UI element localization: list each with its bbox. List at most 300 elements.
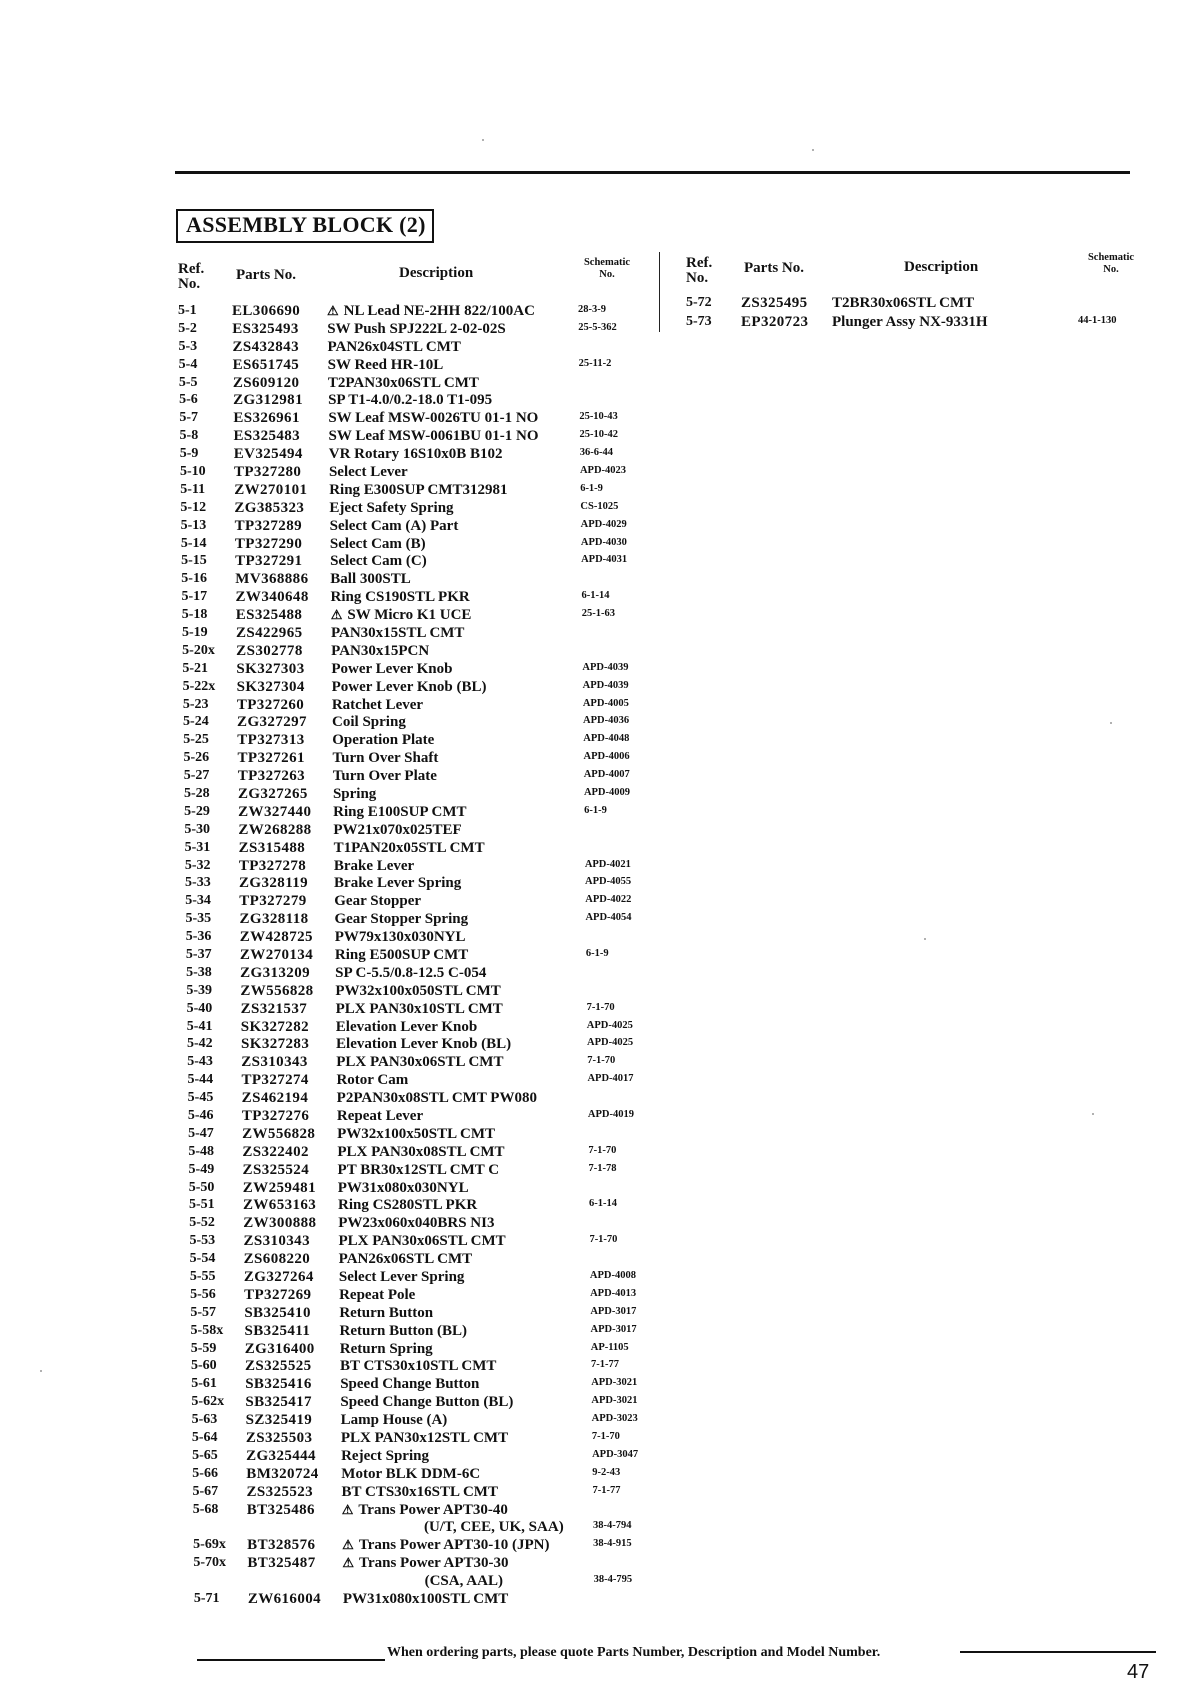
ref-no: 5-42 (187, 1036, 213, 1052)
description: PAN30x15PCN (331, 642, 430, 659)
description: Speed Change Button (340, 1376, 480, 1393)
parts-row (193, 1483, 663, 1501)
schematic-no: 7-1-70 (587, 1055, 616, 1067)
parts-no: ZG328119 (239, 875, 309, 892)
ref-no: 5-43 (187, 1054, 213, 1070)
description: Select Cam (A) Part (329, 517, 459, 534)
warning-triangle-icon: ⚠ (342, 1555, 355, 1571)
ref-no: 5-52 (189, 1215, 215, 1231)
parts-no: ZS325495 (741, 295, 808, 311)
ref-no: 5-30 (184, 821, 211, 837)
schematic-no: 7-1-77 (592, 1484, 621, 1496)
ref-no: 5-55 (189, 1269, 216, 1284)
description: Power Lever Knob (331, 660, 453, 677)
ref-no: 5-63 (191, 1412, 218, 1428)
ref-no: 5-58x (190, 1322, 224, 1338)
parts-no: EL306690 (232, 303, 301, 319)
ref-no: 5-3 (178, 338, 198, 354)
parts-row (193, 1501, 663, 1519)
schematic-no: APD-4039 (582, 679, 629, 691)
parts-no: ZS325523 (246, 1483, 314, 1500)
schematic-no: 38-4-794 (592, 1520, 632, 1532)
parts-no: ZS609120 (232, 374, 300, 391)
description: PW79x130x030NYL (334, 929, 466, 946)
schematic-no: APD-3017 (590, 1323, 637, 1335)
ref-no: 5-9 (179, 446, 199, 462)
parts-row (189, 1196, 659, 1214)
ref-no: 5-34 (185, 893, 211, 909)
parts-row (187, 1035, 657, 1053)
parts-no: ZW428725 (239, 929, 313, 946)
header-ref-no-right: No. (686, 270, 709, 286)
ref-no: 5-12 (180, 499, 207, 515)
description: (CSA, AAL) (424, 1573, 503, 1590)
description: PW31x080x100STL CMT (342, 1591, 509, 1607)
parts-no: ES326961 (233, 410, 300, 427)
description: Reject Spring (341, 1447, 429, 1464)
footer-note: When ordering parts, please quote Parts Number, Description and Model Number. (387, 1645, 881, 1660)
parts-row (184, 821, 654, 839)
description: BT CTS30x10STL CMT (339, 1358, 497, 1375)
parts-row (192, 1447, 662, 1465)
parts-no: ZG313209 (240, 964, 310, 981)
parts-row (179, 391, 649, 409)
description: Elevation Lever Knob (BL) (336, 1036, 512, 1053)
parts-no: TP327263 (237, 768, 306, 785)
parts-row (193, 1554, 663, 1572)
parts-no: SK327303 (236, 660, 305, 677)
description: Repeat Pole (339, 1286, 416, 1303)
parts-row (183, 678, 653, 696)
parts-no: TP327289 (234, 517, 302, 534)
parts-row (184, 767, 654, 785)
description: ⚠ Trans Power APT30-40 (341, 1501, 508, 1518)
description: ⚠ Trans Power APT30-30 (342, 1555, 509, 1572)
ref-no: 5-60 (190, 1358, 217, 1374)
ref-no: 5-7 (179, 410, 198, 426)
parts-row (191, 1322, 661, 1340)
ref-no: 5-18 (181, 607, 208, 623)
parts-no: ES651745 (232, 356, 300, 373)
parts-row (189, 1179, 659, 1197)
ref-no: 5-73 (686, 314, 712, 329)
parts-row (188, 1125, 658, 1143)
description: T1PAN20x05STL CMT (333, 839, 485, 856)
description: T2PAN30x06STL CMT (327, 374, 479, 391)
ref-no: 5-51 (189, 1197, 215, 1213)
parts-no: ES325493 (232, 320, 299, 337)
schematic-no: 25-10-43 (579, 411, 618, 423)
parts-no: ZS322402 (242, 1143, 309, 1160)
parts-row (187, 1053, 657, 1071)
description: Operation Plate (332, 732, 435, 749)
schematic-no: APD-4013 (590, 1287, 637, 1299)
ref-no: 5-24 (183, 714, 209, 730)
header-description-right: Description (904, 259, 979, 275)
parts-no: ZG327265 (237, 786, 308, 802)
description: VR Rotary 16S10x0B B102 (328, 446, 503, 463)
ref-no: 5-67 (192, 1483, 219, 1499)
warning-triangle-icon: ⚠ (341, 1501, 354, 1517)
parts-row (194, 1572, 664, 1590)
parts-row (189, 1161, 659, 1179)
description: Ring E500SUP CMT (334, 947, 469, 963)
description: Power Lever Knob (BL) (331, 678, 487, 695)
ref-no: 5-48 (188, 1143, 214, 1159)
description: PLX PAN30x10STL CMT (335, 1000, 503, 1017)
parts-no: ES325488 (235, 607, 303, 624)
parts-row (190, 1304, 660, 1322)
schematic-no: APD-4029 (580, 518, 627, 530)
ref-no: 5-69x (193, 1537, 226, 1553)
ref-no: 5-46 (187, 1108, 214, 1123)
description: SW Reed HR-10L (327, 356, 444, 373)
ref-no: 5-71 (193, 1591, 220, 1606)
parts-no: ZS432843 (232, 338, 299, 355)
parts-no: TP327291 (235, 553, 303, 570)
schematic-no: 25-1-63 (581, 608, 615, 620)
description: PLX PAN30x08STL CMT (337, 1143, 505, 1160)
description: Ball 300STL (330, 571, 411, 588)
ref-no: 5-16 (181, 571, 207, 587)
ref-no: 5-15 (181, 553, 207, 569)
schematic-no: APD-4009 (583, 787, 631, 798)
schematic-no: APD-4030 (580, 536, 627, 548)
parts-row (186, 982, 656, 1000)
schematic-no: APD-4006 (583, 751, 630, 763)
schematic-no: APD-3023 (591, 1413, 638, 1425)
ref-no: 5-32 (184, 857, 211, 873)
ref-no: 5-41 (186, 1018, 213, 1034)
parts-row (192, 1465, 662, 1483)
ref-no: 5-70x (193, 1555, 227, 1571)
parts-no: SZ325419 (245, 1412, 313, 1429)
schematic-no: APD-3047 (592, 1448, 639, 1460)
parts-no: TP327313 (237, 732, 305, 749)
ref-no: 5-62x (191, 1394, 225, 1410)
parts-row (183, 731, 653, 749)
parts-row (181, 517, 651, 535)
schematic-no: 44-1-130 (1078, 315, 1117, 326)
scan-speck (924, 938, 926, 940)
parts-no: ZG327297 (237, 714, 307, 731)
ref-no: 5-36 (185, 929, 212, 945)
schematic-no: APD-4023 (579, 465, 627, 476)
parts-no: TP327274 (241, 1072, 309, 1089)
description: PW32x100x50STL CMT (337, 1125, 496, 1142)
parts-row (191, 1340, 661, 1358)
ref-no: 5-2 (178, 320, 197, 336)
description: SW Leaf MSW-0026TU 01-1 NO (328, 410, 539, 427)
parts-no: ZW270134 (239, 947, 314, 963)
schematic-no: APD-3017 (590, 1305, 637, 1317)
parts-row (192, 1429, 662, 1447)
scan-speck (1110, 722, 1112, 724)
parts-row (191, 1375, 661, 1393)
ref-no: 5-19 (181, 625, 208, 640)
schematic-no: 6-1-9 (580, 482, 603, 494)
schematic-no: 28-3-9 (578, 304, 606, 315)
schematic-no: APD-3021 (591, 1395, 638, 1407)
parts-no: TP327278 (238, 857, 307, 874)
schematic-no: 9-2-43 (592, 1466, 621, 1478)
parts-no: TP327290 (234, 535, 303, 552)
schematic-no: APD-4021 (584, 858, 631, 870)
header-schematic-label: Schematic (583, 257, 631, 268)
header-ref-label: Ref. (178, 261, 205, 277)
parts-row (178, 338, 648, 356)
description: Gear Stopper Spring (334, 911, 469, 928)
schematic-no: APD-3021 (591, 1377, 638, 1389)
parts-no: BM320724 (246, 1465, 319, 1482)
ref-no: 5-23 (182, 696, 209, 712)
parts-row (190, 1268, 660, 1286)
page-title: ASSEMBLY BLOCK (2) (176, 209, 434, 243)
parts-row (182, 624, 652, 642)
parts-no: ZW268288 (238, 821, 312, 838)
description: Ring CS280STL PKR (338, 1197, 478, 1214)
schematic-no: APD-4039 (582, 661, 629, 673)
schematic-no: 25-5-362 (578, 321, 617, 333)
description: Brake Lever (333, 857, 415, 874)
description: SP C-5.5/0.8-12.5 C-054 (335, 964, 487, 981)
parts-no: ZG325444 (246, 1447, 316, 1464)
parts-row (180, 427, 650, 445)
ref-no: 5-37 (185, 947, 212, 962)
warning-triangle-icon: ⚠ (342, 1537, 354, 1553)
parts-no: MV368886 (235, 571, 309, 588)
description: Rotor Cam (336, 1072, 409, 1089)
footer-rule-left (197, 1659, 385, 1661)
description: Ring CS190STL PKR (330, 589, 470, 606)
parts-row (179, 374, 649, 392)
schematic-no: 6-1-14 (589, 1198, 617, 1210)
ref-no: 5-20x (182, 642, 215, 658)
description: Return Button (BL) (339, 1322, 468, 1339)
parts-row (185, 857, 655, 875)
parts-row (187, 1000, 657, 1018)
ref-no: 5-1 (178, 303, 197, 318)
ref-no: 5-10 (179, 464, 206, 479)
schematic-no: APD-4008 (589, 1270, 636, 1281)
schematic-no: APD-4005 (582, 697, 629, 709)
parts-no: ZS462194 (241, 1090, 309, 1107)
parts-row (184, 803, 654, 821)
parts-no: ZW300888 (243, 1215, 317, 1232)
description: Elevation Lever Knob (335, 1018, 478, 1035)
parts-row (181, 552, 651, 570)
description: PLX PAN30x06STL CMT (338, 1233, 506, 1250)
parts-row (189, 1214, 659, 1232)
description: P2PAN30x08STL CMT PW080 (336, 1090, 537, 1107)
schematic-no: 7-1-70 (588, 1144, 617, 1156)
description: SW Leaf MSW-0061BU 01-1 NO (328, 428, 539, 445)
schematic-no: APD-4025 (587, 1037, 634, 1049)
description: PLX PAN30x06STL CMT (336, 1054, 504, 1071)
schematic-no: 25-10-42 (579, 429, 619, 441)
schematic-no: APD-4031 (581, 554, 628, 566)
schematic-no: APD-4019 (587, 1109, 634, 1120)
ref-no: 5-27 (183, 768, 210, 784)
parts-row (180, 463, 650, 481)
ref-no: 5-45 (187, 1090, 214, 1106)
parts-row (188, 1107, 658, 1125)
parts-row (184, 785, 654, 803)
description: Ring E100SUP CMT (333, 803, 467, 820)
ref-no: 5-61 (191, 1376, 217, 1392)
parts-row (194, 1590, 664, 1608)
description: PLX PAN30x12STL CMT (340, 1430, 509, 1446)
parts-no: TP327260 (236, 696, 305, 713)
parts-no: ZG385323 (234, 499, 305, 516)
schematic-no: CS-1025 (580, 500, 619, 512)
parts-row (179, 356, 649, 374)
description: Select Lever (328, 464, 408, 480)
parts-no: SK327283 (241, 1036, 310, 1053)
ref-no: 5-11 (180, 481, 206, 497)
ref-no: 5-47 (188, 1125, 214, 1141)
parts-row (188, 1143, 658, 1161)
parts-row (182, 660, 652, 678)
parts-no: TP327279 (239, 893, 307, 910)
scan-speck (482, 139, 484, 141)
parts-no: ZS321537 (240, 1000, 308, 1017)
ref-no: 5-39 (186, 982, 213, 998)
description: Speed Change Button (BL) (340, 1394, 514, 1411)
header-parts-no: Parts No. (236, 267, 296, 283)
description: Lamp House (A) (340, 1412, 448, 1429)
parts-row (183, 713, 653, 731)
parts-no: ZS325524 (242, 1161, 310, 1178)
description: Plunger Assy NX-9331H (832, 314, 988, 330)
parts-row (686, 313, 1156, 331)
parts-no: SK327282 (240, 1018, 310, 1035)
parts-row (191, 1357, 661, 1375)
parts-no: ZS302778 (236, 642, 303, 659)
parts-row (182, 642, 652, 660)
parts-row (193, 1518, 663, 1536)
description: ⚠ NL Lead NE-2HH 822/100AC (327, 303, 535, 319)
parts-no: ZW616004 (247, 1591, 322, 1607)
parts-no: ZS325503 (245, 1430, 313, 1446)
schematic-no: APD-4025 (586, 1019, 633, 1031)
parts-no: ZS315488 (238, 839, 306, 856)
ref-no: 5-44 (187, 1072, 214, 1088)
parts-row (191, 1393, 661, 1411)
schematic-no: APD-4007 (583, 769, 630, 781)
schematic-no: 6-1-9 (584, 804, 607, 816)
parts-no: ZG316400 (244, 1340, 315, 1357)
description: Select Cam (B) (329, 535, 426, 552)
schematic-no: 6-1-14 (581, 590, 610, 602)
page-number: 47 (1127, 1661, 1150, 1683)
parts-row (182, 588, 652, 606)
description: PW21x070x025TEF (333, 821, 462, 838)
header-parts-no-right: Parts No. (744, 260, 804, 276)
header-schematic-no-right: No. (1103, 264, 1119, 275)
parts-no: ZS608220 (243, 1251, 311, 1268)
schematic-no: 38-4-795 (593, 1574, 633, 1586)
ref-no: 5-35 (185, 911, 212, 927)
parts-row (185, 892, 655, 910)
description: Turn Over Shaft (332, 750, 439, 767)
ref-no: 5-53 (189, 1233, 216, 1249)
ref-no: 5-14 (180, 535, 207, 551)
parts-no: ZS310343 (243, 1233, 310, 1250)
ref-no: 5-22x (182, 678, 216, 694)
ref-no: 5-49 (188, 1161, 215, 1177)
ref-no: 5-5 (178, 374, 198, 390)
ref-no: 5-31 (184, 839, 211, 855)
parts-row (193, 1536, 663, 1554)
scan-speck (812, 149, 814, 151)
schematic-no: APD-4055 (585, 876, 632, 888)
description: PAN30x15STL CMT (330, 625, 465, 641)
schematic-no: 7-1-77 (590, 1359, 619, 1371)
parts-no: BT328576 (247, 1537, 316, 1554)
description: Brake Lever Spring (334, 875, 462, 892)
parts-row (189, 1232, 659, 1250)
description: Select Lever Spring (338, 1269, 465, 1285)
parts-row (190, 1286, 660, 1304)
ref-no: 5-29 (184, 803, 210, 819)
ref-no: 5-8 (179, 428, 199, 444)
description: T2BR30x06STL CMT (832, 295, 975, 311)
parts-row (188, 1089, 658, 1107)
schematic-no: 38-4-915 (593, 1538, 632, 1550)
parts-no: ES325483 (233, 428, 301, 445)
header-description: Description (399, 265, 474, 281)
parts-no: TP327269 (244, 1286, 312, 1303)
parts-row (180, 481, 650, 499)
warning-triangle-icon: ⚠ (327, 303, 339, 318)
scan-speck (1092, 1113, 1094, 1115)
parts-no: ZS310343 (241, 1054, 308, 1071)
schematic-no: 6-1-9 (585, 948, 609, 959)
parts-no: SB325411 (244, 1322, 311, 1339)
schematic-no: 25-11-2 (578, 357, 612, 369)
parts-no: ZW556828 (240, 982, 314, 999)
description: SW Push SPJ222L 2-02-02S (327, 320, 506, 337)
schematic-no: APD-4022 (585, 894, 632, 906)
description: Repeat Lever (336, 1108, 424, 1124)
ref-no: 5-33 (185, 875, 211, 891)
parts-row (187, 1018, 657, 1036)
ref-no: 5-68 (192, 1501, 219, 1517)
description: Gear Stopper (334, 893, 422, 910)
parts-row (179, 409, 649, 427)
description: (U/T, CEE, UK, SAA) (423, 1519, 564, 1536)
warning-triangle-icon: ⚠ (330, 607, 343, 623)
parts-no: ZG312981 (233, 392, 303, 409)
schematic-no: 7-1-70 (591, 1431, 620, 1442)
description: Ratchet Lever (331, 696, 424, 713)
header-schematic-no: No. (599, 269, 615, 280)
ref-no: 5-59 (190, 1340, 217, 1356)
description: SP T1-4.0/0.2-18.0 T1-095 (328, 392, 493, 409)
parts-row (185, 910, 655, 928)
parts-no: TP327276 (241, 1108, 310, 1124)
parts-row (183, 696, 653, 714)
description: Motor BLK DDM-6C (341, 1465, 481, 1482)
parts-no: ZW259481 (242, 1179, 316, 1196)
ref-no: 5-6 (179, 392, 198, 408)
parts-no: ZW556828 (242, 1125, 316, 1142)
parts-no: SB325416 (245, 1376, 312, 1393)
parts-no: BT325487 (247, 1555, 316, 1572)
parts-row (180, 499, 650, 517)
ref-no: 5-28 (183, 786, 210, 801)
